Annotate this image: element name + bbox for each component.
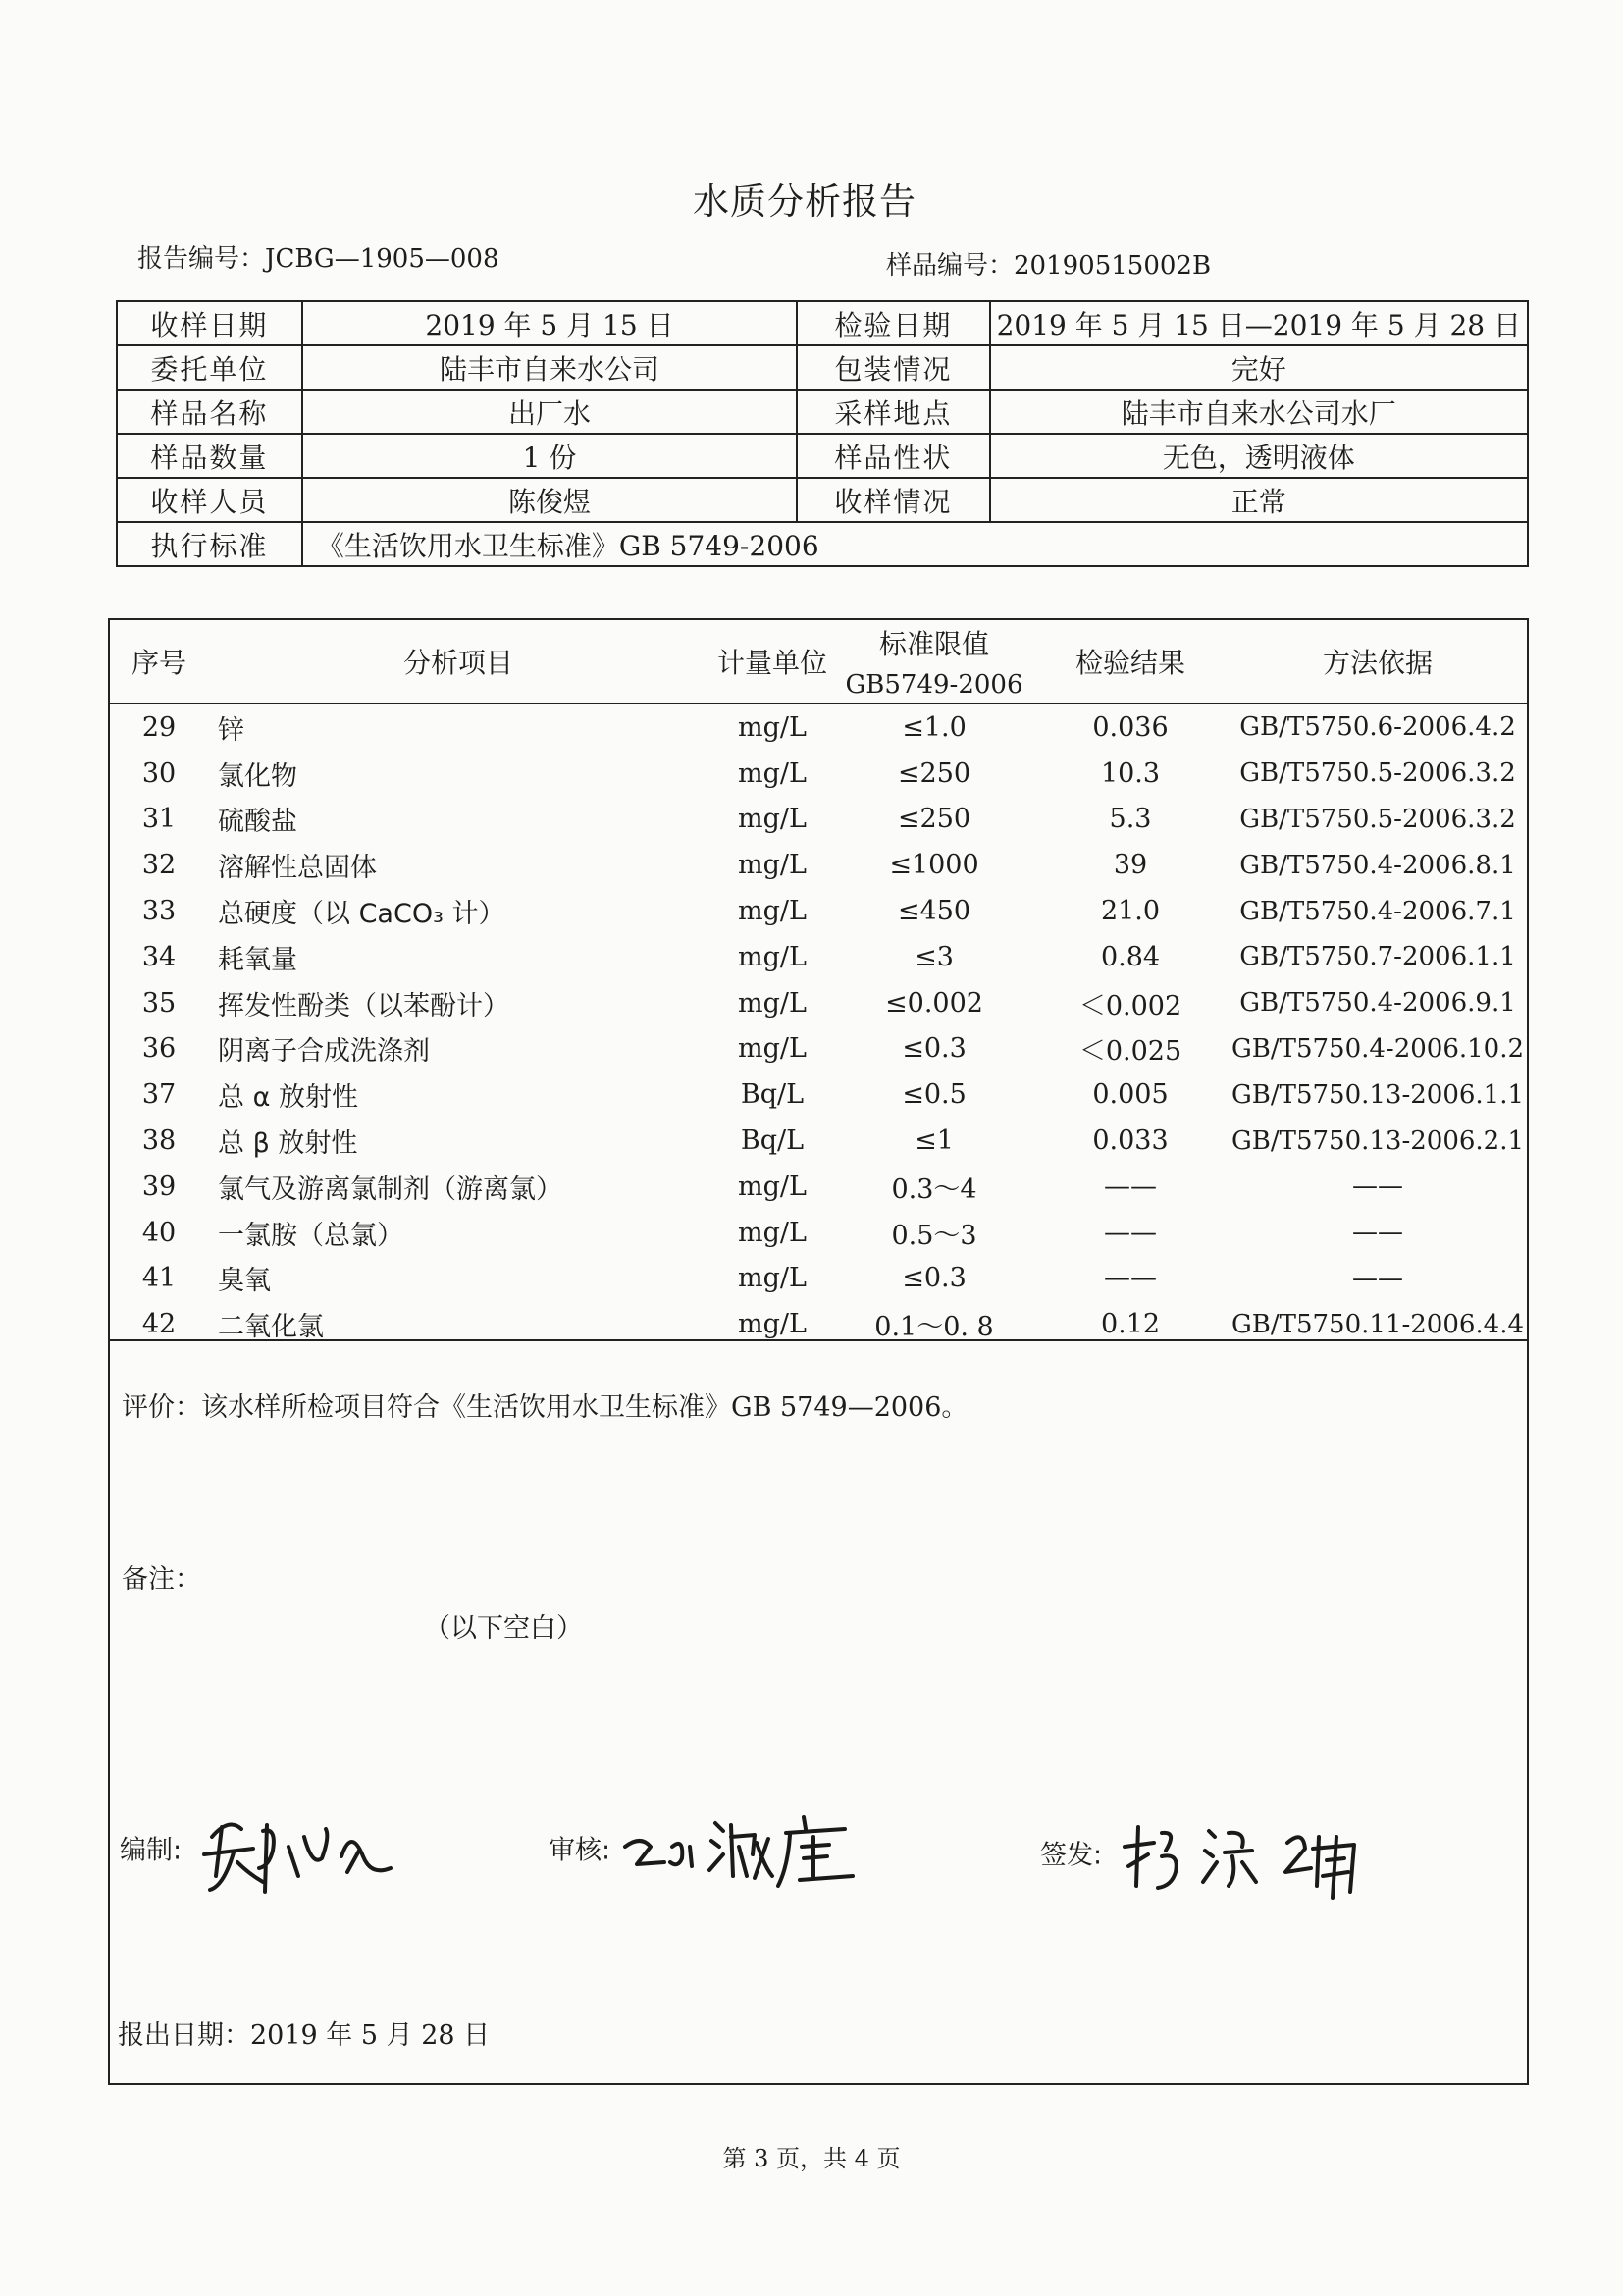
row-limit: ≤3 (915, 941, 954, 972)
row-limit: 0.3～4 (891, 1174, 977, 1205)
receive-date-label: 收样日期 (117, 301, 302, 345)
results-header-row (110, 620, 1527, 704)
row-result: 39 (1113, 850, 1148, 881)
col-header-limit (836, 620, 1032, 704)
location-label: 采样地点 (797, 390, 989, 434)
evaluation (122, 1385, 968, 1424)
row-unit: mg/L (738, 757, 807, 789)
info-row (117, 522, 1528, 566)
col-header-method: 方法依据 (1229, 620, 1527, 704)
reviewed-label: 审核: (549, 1835, 611, 1866)
row-no: 36 (141, 1033, 177, 1065)
page-number: 第 3 页，共 4 页 (722, 2145, 901, 2172)
row-result: 5.3 (1109, 804, 1152, 835)
row-item: 阴离子合成洗涤剂 (218, 1036, 430, 1068)
row-unit: mg/L (738, 1309, 807, 1340)
row-result: ＜0.025 (1078, 1036, 1182, 1068)
standard-label: 执行标准 (117, 522, 302, 566)
table-row (110, 1118, 1527, 1164)
row-limit: ≤1 (915, 1125, 954, 1157)
issued-label: 签发: (1040, 1840, 1103, 1871)
row-no: 38 (141, 1125, 177, 1157)
row-unit: mg/L (738, 711, 807, 743)
client-value: 陆丰市自来水公司 (302, 345, 797, 390)
row-result: 0.005 (1092, 1079, 1169, 1111)
row-unit: mg/L (738, 1033, 807, 1065)
row-method: GB/T5750.5-2006.3.2 (1239, 804, 1516, 834)
row-method: GB/T5750.13-2006.1.1 (1230, 1079, 1525, 1110)
row-no: 30 (141, 757, 177, 789)
table-row (110, 1256, 1527, 1302)
client-label: 委托单位 (117, 345, 302, 390)
row-method: GB/T5750.11-2006.4.4 (1230, 1309, 1525, 1339)
row-method: —— (1352, 1263, 1403, 1293)
table-row (110, 980, 1527, 1026)
row-result: 0.84 (1100, 941, 1161, 972)
row-limit: ≤250 (897, 804, 971, 835)
row-no: 42 (141, 1309, 177, 1340)
test-date-value: 2019 年 5 月 15 日—2019 年 5 月 28 日 (990, 301, 1528, 345)
row-result: —— (1104, 1217, 1157, 1248)
row-item: 总 β 放射性 (218, 1128, 358, 1160)
row-unit: mg/L (738, 941, 807, 972)
row-result: 0.036 (1092, 711, 1169, 743)
row-no: 34 (141, 941, 177, 972)
report-title: 水质分析报告 (693, 181, 916, 223)
row-result: ＜0.002 (1078, 990, 1182, 1021)
col-header-limit-title: 标准限值 (878, 628, 989, 660)
row-unit: mg/L (738, 1263, 807, 1294)
table-row (110, 934, 1527, 980)
reviewed-signature (621, 1807, 886, 1896)
report-number-label: 报告编号： (137, 244, 266, 274)
sample-name-value: 出厂水 (302, 390, 797, 434)
blank-note: （以下空白） (424, 1613, 583, 1644)
row-item: 耗氧量 (218, 944, 297, 975)
row-unit: mg/L (738, 1217, 807, 1248)
test-date-label: 检验日期 (797, 301, 989, 345)
results-table (110, 620, 1527, 1347)
row-result: 10.3 (1100, 757, 1161, 789)
issue-date-label: 报出日期： (118, 2020, 250, 2051)
remarks-label: 备注： (122, 1564, 201, 1594)
table-row (110, 704, 1527, 751)
reviewed-by (549, 1807, 886, 1896)
row-item: 总硬度（以 CaCO₃ 计） (218, 899, 505, 930)
row-unit: mg/L (738, 804, 807, 835)
prepared-by (120, 1807, 420, 1896)
quantity-value: 1 份 (302, 434, 797, 478)
results-panel (108, 618, 1529, 2085)
table-row (110, 1210, 1527, 1256)
row-unit: mg/L (738, 987, 807, 1018)
row-no: 32 (141, 850, 177, 881)
col-header-result: 检验结果 (1032, 620, 1229, 704)
row-no: 31 (141, 804, 177, 835)
table-row (110, 797, 1527, 843)
row-method: GB/T5750.4-2006.8.1 (1239, 850, 1516, 880)
appearance-label: 样品性状 (797, 434, 989, 478)
evaluation-text: 该水样所检项目符合《生活饮用水卫生标准》GB 5749—2006。 (201, 1392, 969, 1423)
col-header-no: 序号 (110, 620, 208, 704)
row-unit: mg/L (738, 1171, 807, 1202)
report-number (137, 238, 498, 275)
row-method: GB/T5750.7-2006.1.1 (1239, 942, 1516, 972)
row-item: 氯化物 (218, 760, 297, 792)
prepared-label: 编制: (120, 1835, 183, 1866)
sample-number-label: 样品编号： (886, 251, 1015, 281)
row-limit: 0.1～0. 8 (874, 1312, 994, 1343)
issued-by (1040, 1807, 1403, 1905)
row-item: 一氯胺（总氯） (218, 1220, 403, 1251)
sample-number (886, 245, 1211, 282)
row-unit: mg/L (738, 850, 807, 881)
row-unit: Bq/L (740, 1125, 805, 1157)
issue-date-value: 2019 年 5 月 28 日 (250, 2020, 491, 2051)
sample-name-label: 样品名称 (117, 390, 302, 434)
row-no: 41 (141, 1263, 177, 1294)
row-method: GB/T5750.6-2006.4.2 (1239, 712, 1516, 743)
sample-number-value: 20190515002B (1014, 251, 1212, 281)
row-limit: ≤0.3 (902, 1263, 967, 1294)
row-no: 33 (141, 896, 177, 927)
info-row (117, 301, 1528, 345)
row-no: 29 (141, 711, 177, 743)
row-limit: ≤0.5 (902, 1079, 967, 1111)
table-row (110, 1071, 1527, 1118)
standard-value: 《生活饮用水卫生标准》GB 5749-2006 (302, 522, 1528, 566)
package-label: 包装情况 (797, 345, 989, 390)
row-item: 溶解性总固体 (218, 853, 377, 884)
receive-date-value: 2019 年 5 月 15 日 (302, 301, 797, 345)
table-row (110, 1026, 1527, 1072)
row-result: 21.0 (1100, 896, 1161, 927)
row-result: —— (1104, 1263, 1157, 1294)
row-item: 锌 (218, 714, 244, 746)
appearance-value: 无色，透明液体 (990, 434, 1528, 478)
row-limit: ≤450 (897, 896, 971, 927)
table-row (110, 751, 1527, 797)
evaluation-label: 评价： (122, 1392, 201, 1423)
issued-signature (1119, 1807, 1403, 1905)
row-limit: ≤1.0 (902, 711, 967, 743)
issue-date (118, 2013, 490, 2052)
receiver-value: 陈俊煜 (302, 478, 797, 522)
quantity-label: 样品数量 (117, 434, 302, 478)
row-unit: Bq/L (740, 1079, 805, 1111)
row-no: 37 (141, 1079, 177, 1111)
package-value: 完好 (990, 345, 1528, 390)
table-row (110, 1164, 1527, 1210)
row-method: GB/T5750.4-2006.9.1 (1239, 988, 1516, 1018)
table-row (110, 842, 1527, 888)
row-unit: mg/L (738, 896, 807, 927)
row-no: 35 (141, 987, 177, 1018)
location-value: 陆丰市自来水公司水厂 (990, 390, 1528, 434)
sample-info-table (116, 300, 1529, 567)
row-result: 0.12 (1100, 1309, 1161, 1340)
info-row (117, 345, 1528, 390)
info-row (117, 478, 1528, 522)
row-no: 40 (141, 1217, 177, 1248)
row-method: GB/T5750.5-2006.3.2 (1239, 758, 1516, 789)
row-limit: 0.5～3 (891, 1220, 977, 1251)
row-item: 二氧化氯 (218, 1312, 324, 1343)
row-result: 0.033 (1092, 1125, 1169, 1157)
row-limit: ≤0.002 (885, 987, 983, 1018)
receipt-value: 正常 (990, 478, 1528, 522)
row-method: GB/T5750.13-2006.2.1 (1230, 1125, 1525, 1156)
prepared-signature (194, 1807, 420, 1896)
row-item: 氯气及游离氯制剂（游离氯） (218, 1174, 562, 1205)
row-method: —— (1352, 1172, 1403, 1202)
report-number-value: JCBG—1905—008 (265, 244, 499, 274)
table-row (110, 888, 1527, 934)
row-limit: ≤1000 (889, 850, 979, 881)
col-header-limit-standard: GB5749-2006 (845, 670, 1023, 700)
info-row (117, 390, 1528, 434)
col-header-unit: 计量单位 (708, 620, 836, 704)
remarks (122, 1557, 201, 1595)
receiver-label: 收样人员 (117, 478, 302, 522)
info-row (117, 434, 1528, 478)
row-item: 总 α 放射性 (218, 1082, 358, 1114)
row-result: —— (1104, 1171, 1157, 1202)
receipt-label: 收样情况 (797, 478, 989, 522)
table-bottom-divider (110, 1339, 1527, 1341)
row-limit: ≤250 (897, 757, 971, 789)
col-header-item: 分析项目 (208, 620, 708, 704)
row-limit: ≤0.3 (902, 1033, 967, 1065)
row-item: 挥发性酚类（以苯酚计） (218, 990, 509, 1021)
row-method: GB/T5750.4-2006.10.2 (1230, 1033, 1525, 1064)
row-item: 硫酸盐 (218, 807, 297, 838)
row-item: 臭氧 (218, 1266, 271, 1297)
row-method: GB/T5750.4-2006.7.1 (1239, 896, 1516, 926)
row-method: —— (1352, 1218, 1403, 1248)
row-no: 39 (141, 1171, 177, 1202)
